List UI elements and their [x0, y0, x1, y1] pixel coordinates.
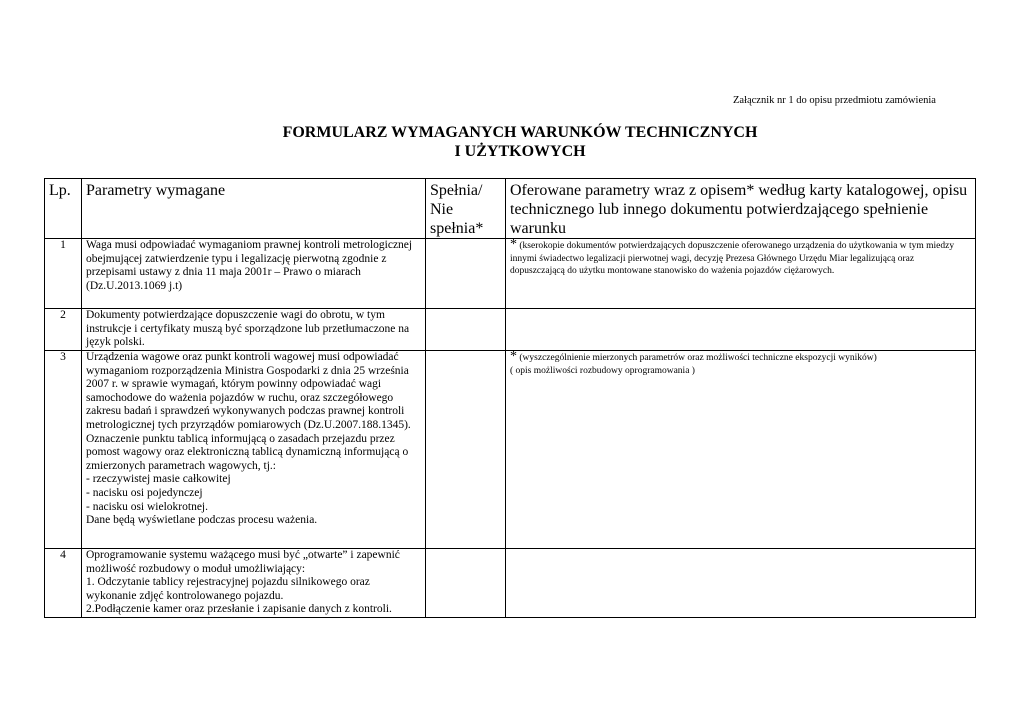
- requirements-table: [44, 178, 976, 618]
- row-offer-cell[interactable]: [506, 239, 976, 309]
- row-params-line: Oznaczenie punktu tablicą informującą o zasadach przejazdu przez pomost wagowy oraz elektroniczną tablicą dynamiczną informującą o zmierzonych parametrach wagowych, tj.:: [86, 432, 409, 472]
- row-params-line: - rzeczywistej masie całkowitej: [86, 473, 231, 486]
- row-number: 4: [45, 549, 82, 618]
- row-meets-cell[interactable]: [426, 351, 506, 549]
- table-row: [45, 239, 976, 309]
- header-meets: Spełnia/ Nie spełnia*: [426, 179, 506, 239]
- row-params: [82, 351, 426, 549]
- row-params-line: 1. Odczytanie tablicy rejestracyjnej pojazdu silnikowego oraz wykonanie zdjęć kontrolowanego pojazdu.: [86, 576, 370, 602]
- row-meets-cell[interactable]: [426, 239, 506, 309]
- attachment-note: Załącznik nr 1 do opisu przedmiotu zamówienia: [733, 95, 936, 106]
- row-params: [82, 549, 426, 618]
- row-params-line: - nacisku osi pojedynczej: [86, 486, 203, 499]
- asterisk-mark: *: [510, 237, 517, 252]
- row-meets-cell[interactable]: [426, 309, 506, 351]
- form-subtitle: I UŻYTKOWYCH: [454, 143, 586, 160]
- row-offer-cell[interactable]: [506, 351, 976, 549]
- row-offer-note: (kserokopie dokumentów potwierdzających dopuszczenie oferowanego urządzenia do użytkowania w tym miedzy innymi świadectwo legalizacji pierwotnej wagi, decyzję Prezesa Głównego Urzędu Miar legalizującą oraz dopuszczającą do użytku montowane stanowisko do ważenia pojazdów ciężarowych.: [510, 241, 955, 276]
- row-params-line: 2.Podłączenie kamer oraz przesłanie i zapisanie danych z kontroli.: [86, 603, 392, 616]
- row-number: 1: [45, 239, 82, 309]
- row-params: Waga musi odpowiadać wymaganiom prawnej kontroli metrologicznej obejmującej zatwierdzenie typu i legalizację pierwotną zgodnie z przepisami ustawy z dnia 11 maja 2001r – Prawo o miarach (Dz.U.2013.1069 j.t): [82, 239, 426, 309]
- row-offer-note: (wyszczególnienie mierzonych parametrów oraz możliwości techniczne ekspozycji wyników): [517, 353, 877, 363]
- row-offer-cell[interactable]: [506, 309, 976, 351]
- row-offer-cell[interactable]: [506, 549, 976, 618]
- table-row: [45, 309, 976, 351]
- table-row: [45, 351, 976, 549]
- row-number: 2: [45, 309, 82, 351]
- table-header-row: [45, 179, 976, 239]
- asterisk-mark: *: [510, 349, 517, 364]
- table-row: [45, 549, 976, 618]
- row-number: 3: [45, 351, 82, 549]
- row-offer-note: ( opis możliwości rozbudowy oprogramowania ): [510, 365, 695, 376]
- row-params-line: - nacisku osi wielokrotnej.: [86, 500, 209, 513]
- header-params: Parametry wymagane: [82, 179, 426, 239]
- form-title: FORMULARZ WYMAGANYCH WARUNKÓW TECHNICZNYCH: [282, 124, 758, 141]
- row-params-line: Urządzenia wagowe oraz punkt kontroli wagowej musi odpowiadać wymaganiom rozporządzenia Ministra Gospodarki z dnia 25 września 2007 r. w sprawie wymagań, którym powinny odpowiadać wagi samochodowe do ważenia pojazdów w ruchu, oraz szczegółowego zakresu badań i sprawdzeń wykonywanych podczas prawnej kontroli metrologicznej tych przyrządów pomiarowych (Dz.U.2007.188.1345).: [86, 351, 411, 431]
- row-params-line: Oprogramowanie systemu ważącego musi być „otwarte” i zapewnić możliwość rozbudowy o moduł umożliwiający:: [86, 549, 400, 575]
- header-lp: Lp.: [45, 179, 82, 239]
- row-params: Dokumenty potwierdzające dopuszczenie wagi do obrotu, w tym instrukcje i certyfikaty muszą być sporządzone lub przetłumaczone na język polski.: [82, 309, 426, 351]
- header-offered: Oferowane parametry wraz z opisem* według karty katalogowej, opisu technicznego lub innego dokumentu potwierdzającego spełnienie warunku: [506, 179, 976, 239]
- row-params-line: Dane będą wyświetlane podczas procesu ważenia.: [86, 514, 318, 527]
- row-meets-cell[interactable]: [426, 549, 506, 618]
